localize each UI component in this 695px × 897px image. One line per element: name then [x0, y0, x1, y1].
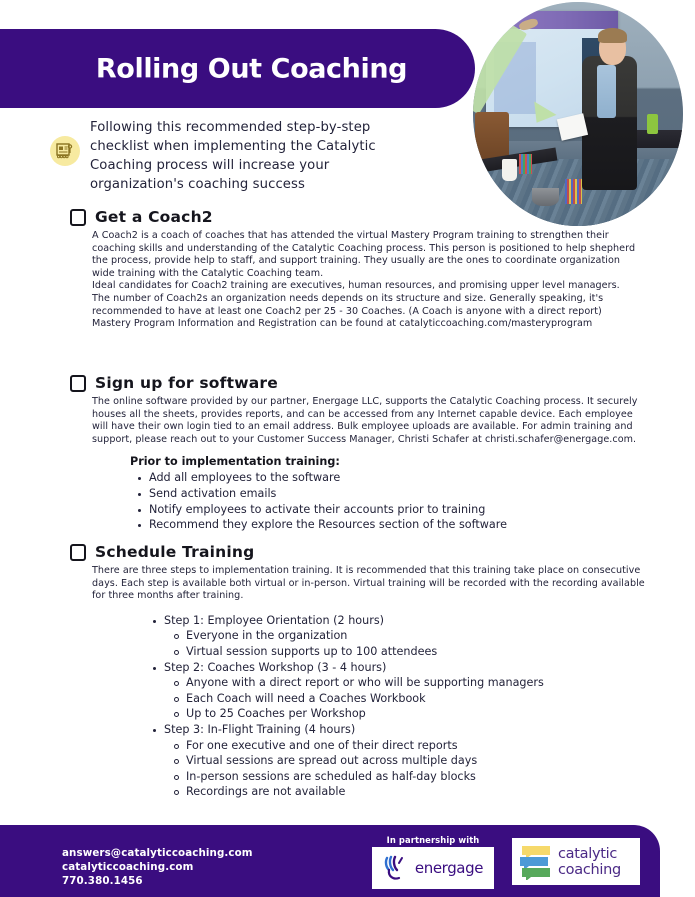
steps-list — [145, 613, 645, 800]
paragraph: Mastery Program Information and Registration can be found at catalyticcoaching.com/masteryprogram — [92, 318, 593, 330]
step-detail-list — [164, 675, 645, 722]
contact-email[interactable]: answers@catalyticcoaching.com — [62, 847, 253, 859]
contact-phone[interactable]: 770.380.1456 — [62, 875, 143, 887]
list-item: Add all employees to the software — [149, 470, 645, 486]
step-label: Step 1: Employee Orientation (2 hours) — [164, 613, 385, 627]
speech-bubbles-icon — [519, 844, 553, 880]
intro-text: Following this recommended step-by-step checklist when implementing the Catalytic Coaching process will increase your organization's coaching success — [90, 120, 376, 192]
training-steps-list — [145, 613, 645, 800]
catalytic-coaching-logo — [512, 838, 640, 885]
section-title: Sign up for software — [95, 374, 278, 392]
checkbox-icon[interactable] — [70, 544, 86, 561]
energage-logo — [372, 847, 494, 889]
section-body — [92, 230, 645, 331]
contact-block — [62, 846, 253, 888]
list-item — [164, 660, 645, 722]
section-title: Schedule Training — [95, 543, 255, 561]
paragraph: A Coach2 is a coach of coaches that has attended the virtual Mastery Program training to strengthen their coaching skills and understanding of the Catalytic Coaching process. This person is positioned to help shepherd the process, provide help to staff, and support training. They usually are the ones to coordinate organization wide training with the Catalytic Coaching team. — [92, 230, 636, 279]
paragraph: There are three steps to implementation training. It is recommended that this training take place on consecutive days. Each step is available both virtual or in-person. Virtual training will be recorded with the recording available for three months after training. — [92, 565, 645, 602]
list-item: Up to 25 Coaches per Workshop — [186, 706, 645, 722]
section-title: Get a Coach2 — [95, 208, 213, 226]
brand-wordmark — [558, 846, 621, 878]
section-heading — [70, 543, 645, 561]
page-title: Rolling Out Coaching — [95, 53, 408, 84]
brand-line-1: catalytic — [558, 845, 618, 862]
list-item: Virtual session supports up to 100 attendees — [186, 644, 645, 660]
footer-bar — [0, 825, 660, 897]
checkbox-icon[interactable] — [70, 209, 86, 226]
paragraph: The online software provided by our partner, Energage LLC, supports the Catalytic Coaching process. It securely houses all the sheets, provides reports, and can be accessed from any Internet capable device. Each employee will have their own login tied to an email address. Bulk employee uploads are available. For admin training and support, please reach out to your Customer Success Manager, Christi Schafer at christi.schafer@energage.com. — [92, 396, 638, 445]
sub-heading: Prior to implementation training: — [130, 455, 340, 469]
list-item: Each Coach will need a Coaches Workbook — [186, 691, 645, 707]
step-detail-list — [164, 738, 645, 800]
intro-block — [50, 118, 410, 194]
checklist-icon — [50, 136, 80, 166]
section-body — [92, 565, 645, 603]
contact-website[interactable]: catalyticcoaching.com — [62, 861, 194, 873]
energage-wordmark: energage — [414, 859, 484, 877]
section-sign-up-for-software — [70, 374, 645, 533]
section-body — [92, 396, 645, 446]
section-get-a-coach2 — [70, 208, 645, 331]
section-schedule-training — [70, 543, 645, 800]
list-item: Everyone in the organization — [186, 628, 645, 644]
pre-training-checklist — [130, 455, 645, 532]
partner-block — [372, 835, 494, 889]
brand-line-2: coaching — [558, 861, 621, 878]
header-banner — [0, 29, 475, 108]
step-label: Step 3: In-Flight Training (4 hours) — [164, 722, 356, 736]
step-detail-list — [164, 628, 645, 659]
list-item: For one executive and one of their direct reports — [186, 738, 645, 754]
energage-mark-icon — [383, 854, 413, 882]
list-item: Recommend they explore the Resources section of the software — [149, 517, 645, 533]
list-item: Recordings are not available — [186, 784, 645, 800]
list-item: Virtual sessions are spread out across multiple days — [186, 753, 645, 769]
list-item: Send activation emails — [149, 486, 645, 502]
paragraph: The number of Coach2s an organization needs depends on its structure and size. Generally speaking, it's recommended to have at least one Coach2 per 25 - 30 Coaches. (A Coach is anyone with a direct report) — [92, 292, 604, 317]
paragraph: Ideal candidates for Coach2 training are executives, human resources, and promising upper level managers. — [92, 280, 620, 292]
list-item — [164, 613, 645, 660]
list-item — [164, 722, 645, 800]
step-label: Step 2: Coaches Workshop (3 - 4 hours) — [164, 660, 387, 674]
checkbox-icon[interactable] — [70, 375, 86, 392]
bullet-list — [130, 470, 645, 532]
partner-label: In partnership with — [386, 835, 480, 845]
list-item: Notify employees to activate their accounts prior to training — [149, 502, 645, 518]
list-item: Anyone with a direct report or who will be supporting managers — [186, 675, 645, 691]
list-item: In-person sessions are scheduled as half-day blocks — [186, 769, 645, 785]
section-heading — [70, 374, 645, 392]
hero-photo — [473, 2, 683, 226]
